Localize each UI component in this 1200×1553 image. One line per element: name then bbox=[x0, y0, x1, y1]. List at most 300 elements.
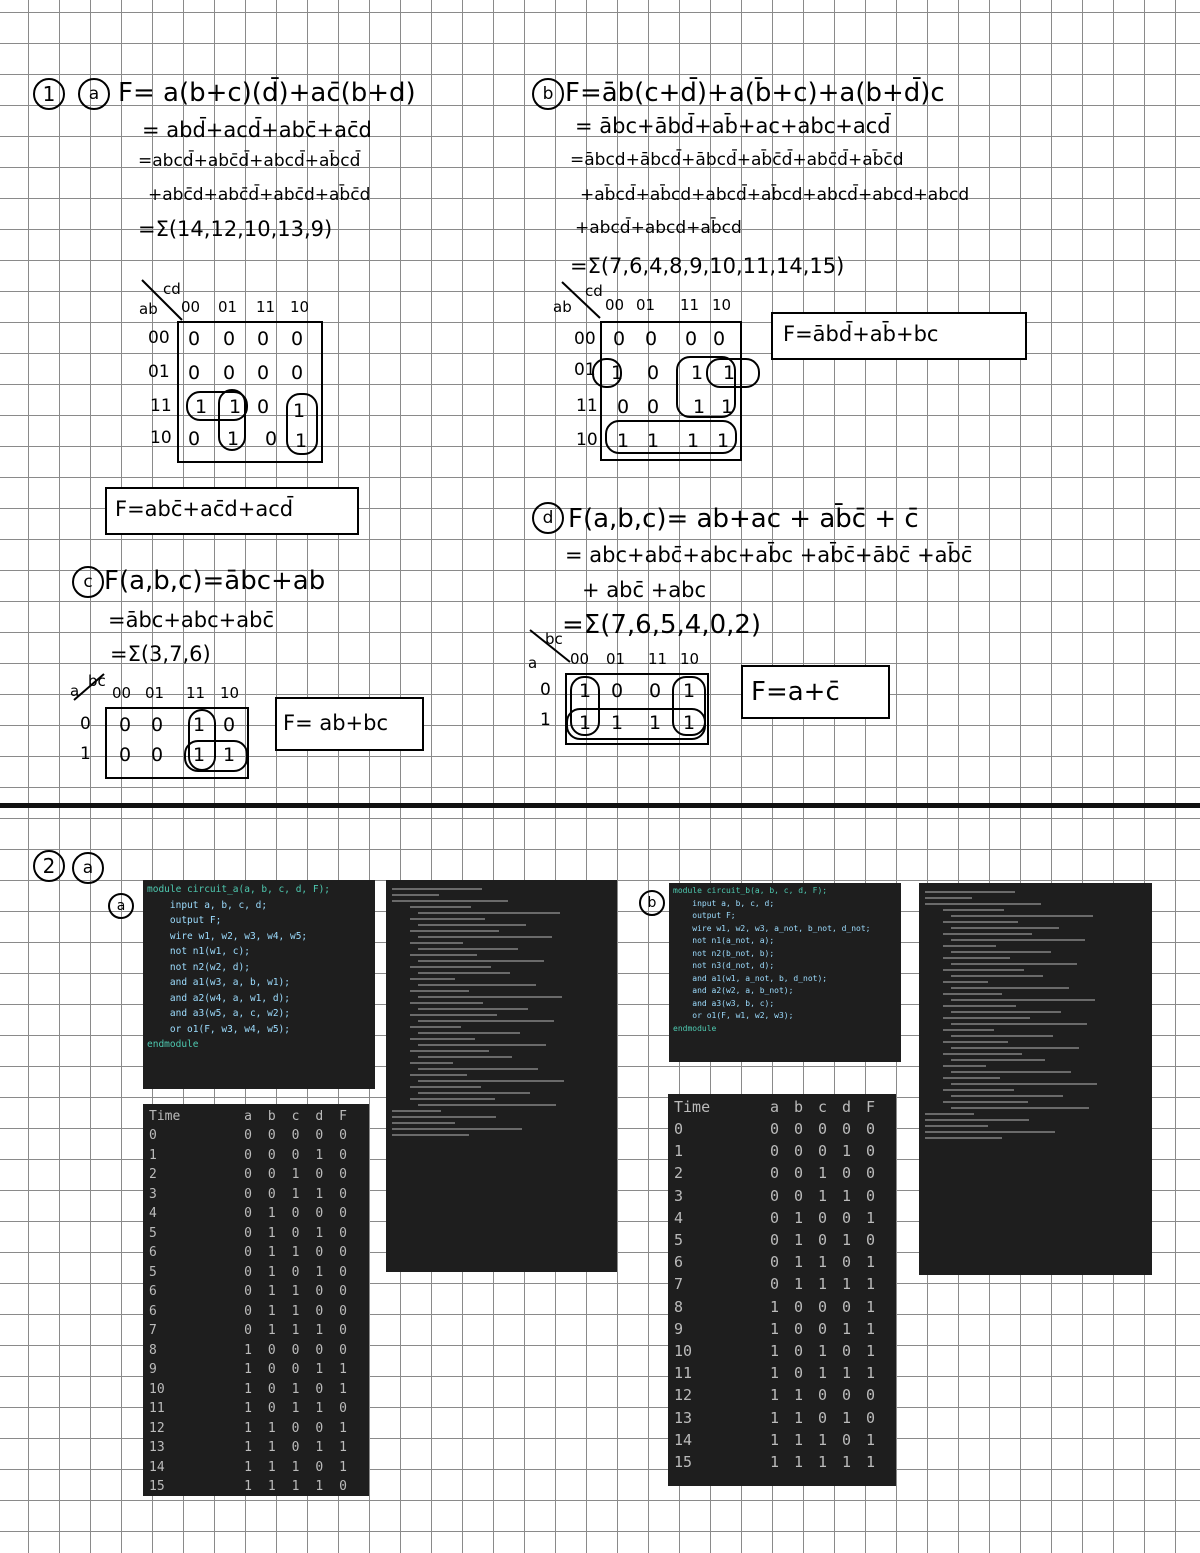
kmap-1a-corner-top: cd bbox=[163, 280, 181, 298]
code-line: module circuit_a(a, b, c, d, F); bbox=[147, 884, 331, 895]
table-cell: 0 bbox=[770, 1231, 780, 1250]
code-line-placeholder bbox=[410, 1038, 475, 1040]
table-cell: 0 bbox=[770, 1164, 780, 1183]
code-line-placeholder bbox=[951, 999, 1095, 1001]
table-cell: 1 bbox=[315, 1401, 324, 1417]
table-cell: 0 bbox=[339, 1303, 347, 1319]
kmap-cell: 1 bbox=[578, 680, 592, 702]
section-divider bbox=[0, 803, 1200, 808]
kmap-1c-col-00: 00 bbox=[112, 684, 132, 702]
code-line-placeholder bbox=[943, 909, 1004, 911]
table-cell: 0 bbox=[818, 1120, 828, 1139]
kmap-cell: 0 bbox=[290, 328, 304, 350]
code-line-placeholder bbox=[410, 1002, 483, 1004]
col-header-b: b bbox=[794, 1098, 804, 1116]
code-line-placeholder bbox=[410, 978, 455, 980]
kmap-1b-corner-left: ab bbox=[553, 298, 572, 316]
kmap-cell: 0 bbox=[712, 328, 726, 350]
kmap-1c-col-01: 01 bbox=[145, 684, 165, 702]
table-cell: 1 bbox=[866, 1364, 876, 1383]
table-cell: 1 bbox=[315, 1264, 324, 1280]
code-line: input a, b, c, d; bbox=[673, 898, 775, 908]
code-line-placeholder bbox=[943, 945, 996, 947]
table-cell: 0 bbox=[244, 1225, 252, 1241]
simulation-output-a bbox=[143, 1104, 369, 1496]
code-line: endmodule bbox=[673, 1023, 717, 1033]
code-line-placeholder bbox=[943, 993, 1002, 995]
table-cell: 0 bbox=[315, 1420, 324, 1436]
code-line-placeholder bbox=[392, 1116, 496, 1118]
table-cell: 10 bbox=[674, 1341, 693, 1360]
table-cell: 1 bbox=[794, 1231, 804, 1250]
code-line-placeholder bbox=[925, 1131, 1055, 1133]
q1a-line-3: =abcd̄+abc̄d̄+abcd̄+ab̄cd̄ bbox=[138, 151, 361, 171]
q1a-line-4: +abc̄d+abc̄d̄+abc̄d+ab̄c̄d bbox=[148, 185, 371, 205]
table-row bbox=[674, 1429, 890, 1451]
table-cell: 1 bbox=[315, 1323, 324, 1339]
table-cell: 0 bbox=[770, 1142, 780, 1161]
q1d-line-4: =Σ(7,6,5,4,0,2) bbox=[562, 610, 762, 640]
table-cell: 0 bbox=[339, 1186, 347, 1202]
table-cell: 1 bbox=[267, 1225, 276, 1241]
kmap-cell: 1 bbox=[716, 430, 730, 452]
table-cell: 1 bbox=[291, 1186, 300, 1202]
code-line: not n1(a_not, a); bbox=[673, 936, 775, 945]
table-cell: 0 bbox=[291, 1342, 300, 1358]
code-line-placeholder bbox=[418, 1104, 556, 1106]
table-cell: 0 bbox=[842, 1208, 852, 1227]
kmap-1d-corner-left: a bbox=[528, 654, 538, 672]
table-cell: 7 bbox=[674, 1275, 684, 1294]
kmap-cell: 1 bbox=[192, 714, 206, 736]
table-cell: 1 bbox=[339, 1420, 347, 1436]
kmap-cell: 1 bbox=[192, 744, 206, 766]
table-cell: 6 bbox=[149, 1284, 157, 1300]
col-header-a: a bbox=[770, 1098, 780, 1116]
code-line-placeholder bbox=[951, 987, 1069, 989]
code-line: input a, b, c, d; bbox=[147, 899, 268, 911]
code-line-placeholder bbox=[951, 1071, 1071, 1073]
table-row bbox=[149, 1438, 363, 1458]
table-cell: 0 bbox=[866, 1120, 876, 1139]
kmap-cell: 1 bbox=[616, 430, 630, 452]
table-cell: 1 bbox=[818, 1341, 828, 1360]
table-cell: 0 bbox=[244, 1323, 252, 1339]
code-line-placeholder bbox=[925, 891, 1015, 893]
table-row bbox=[674, 1296, 890, 1318]
table-cell: 1 bbox=[267, 1264, 276, 1280]
kmap-1b-col-11: 11 bbox=[680, 296, 700, 314]
part-c-label: c bbox=[72, 566, 104, 598]
code-line-placeholder bbox=[418, 1080, 564, 1082]
code-line-placeholder bbox=[943, 1041, 1008, 1043]
table-cell: 1 bbox=[842, 1319, 852, 1338]
table-cell: 5 bbox=[149, 1264, 157, 1280]
code-line-placeholder bbox=[418, 996, 562, 998]
kmap-cell: 1 bbox=[292, 400, 306, 422]
q1c-line-2: =ābc+abc+abc̄ bbox=[108, 608, 275, 632]
code-line-placeholder bbox=[951, 975, 1043, 977]
table-cell: 0 bbox=[244, 1186, 252, 1202]
kmap-1b-row-11: 11 bbox=[576, 396, 598, 416]
table-cell: 1 bbox=[267, 1323, 276, 1339]
code-line-placeholder bbox=[943, 1101, 1028, 1103]
code-line-placeholder bbox=[951, 951, 1051, 953]
table-cell: 0 bbox=[291, 1420, 300, 1436]
table-cell: 1 bbox=[770, 1297, 780, 1316]
table-cell: 0 bbox=[315, 1303, 324, 1319]
q1c-line-3: =Σ(3,7,6) bbox=[110, 642, 211, 666]
code-line: not n3(d_not, d); bbox=[673, 961, 775, 970]
q1c-result-box bbox=[275, 697, 424, 751]
kmap-1d-row-1: 1 bbox=[540, 710, 551, 730]
table-cell: 1 bbox=[339, 1362, 347, 1378]
table-cell: 8 bbox=[674, 1297, 684, 1316]
code-line: wire w1, w2, w3, w4, w5; bbox=[147, 930, 308, 942]
kmap-cell: 0 bbox=[264, 428, 278, 450]
table-cell: 0 bbox=[339, 1323, 347, 1339]
q1a-result-box bbox=[105, 487, 359, 535]
col-header-c: c bbox=[818, 1098, 828, 1116]
code-line-placeholder bbox=[943, 1005, 1016, 1007]
table-cell: 1 bbox=[291, 1323, 300, 1339]
col-header-b: b bbox=[267, 1108, 276, 1124]
kmap-1c-corner-left: a bbox=[70, 682, 80, 700]
table-cell: 0 bbox=[794, 1186, 804, 1205]
code-line-placeholder bbox=[951, 939, 1085, 941]
table-cell: 8 bbox=[149, 1342, 157, 1358]
table-cell: 1 bbox=[818, 1275, 828, 1294]
q2-a-label: a bbox=[108, 893, 134, 919]
code-line-placeholder bbox=[410, 1098, 495, 1100]
kmap-cell: 0 bbox=[646, 362, 660, 384]
code-line-placeholder bbox=[951, 1023, 1087, 1025]
table-cell: 1 bbox=[794, 1253, 804, 1272]
table-cell: 0 bbox=[339, 1147, 347, 1163]
kmap-1b-group-loop bbox=[592, 358, 622, 388]
table-cell: 1 bbox=[842, 1452, 852, 1471]
table-row bbox=[149, 1419, 363, 1439]
col-header-a: a bbox=[244, 1108, 252, 1124]
table-cell: 0 bbox=[339, 1342, 347, 1358]
kmap-cell: 1 bbox=[294, 430, 308, 452]
table-cell: 0 bbox=[794, 1297, 804, 1316]
table-cell: 15 bbox=[149, 1479, 165, 1495]
code-line-placeholder bbox=[392, 1110, 441, 1112]
table-cell: 1 bbox=[866, 1430, 876, 1449]
table-cell: 1 bbox=[842, 1275, 852, 1294]
kmap-1a-col-11: 11 bbox=[256, 298, 276, 316]
table-cell: 0 bbox=[866, 1164, 876, 1183]
code-line-placeholder bbox=[418, 1044, 546, 1046]
table-cell: 0 bbox=[315, 1128, 324, 1144]
kmap-cell: 1 bbox=[690, 362, 704, 384]
table-row bbox=[149, 1341, 363, 1361]
code-line: module circuit_b(a, b, c, d, F); bbox=[673, 886, 828, 895]
kmap-1b-row-00: 00 bbox=[574, 329, 596, 349]
code-line-placeholder bbox=[410, 954, 477, 956]
table-cell: 0 bbox=[339, 1167, 347, 1183]
part-d-label: d bbox=[532, 502, 564, 534]
q2-part-a-header: a bbox=[72, 852, 104, 884]
code-line: output F; bbox=[147, 915, 222, 926]
kmap-1c-col-11: 11 bbox=[186, 684, 206, 702]
q1d-line-2: = abc+abc̄+abc+ab̄c +ab̄c̄+ābc̄ +ab̄c̄ bbox=[565, 543, 973, 567]
table-cell: 0 bbox=[244, 1128, 252, 1144]
table-cell: 0 bbox=[794, 1142, 804, 1161]
table-cell: 0 bbox=[794, 1341, 804, 1360]
table-cell: 9 bbox=[149, 1362, 157, 1378]
kmap-1d-col-11: 11 bbox=[648, 650, 668, 668]
table-row bbox=[149, 1458, 363, 1478]
code-line-placeholder bbox=[418, 1032, 520, 1034]
table-cell: 1 bbox=[315, 1479, 324, 1495]
table-cell: 0 bbox=[818, 1208, 828, 1227]
table-cell: 1 bbox=[267, 1303, 276, 1319]
table-cell: 1 bbox=[866, 1275, 876, 1294]
output-table-b bbox=[674, 1096, 890, 1473]
code-line-placeholder bbox=[943, 933, 1032, 935]
q1b-line-4: +ab̄cd̄+ab̄cd+abcd̄+ab̄cd+abcd̄+abcd+abcd bbox=[580, 185, 970, 205]
table-cell: 1 bbox=[842, 1142, 852, 1161]
kmap-cell: 0 bbox=[256, 362, 270, 384]
table-cell: 2 bbox=[674, 1164, 684, 1183]
table-cell: 5 bbox=[674, 1231, 684, 1250]
kmap-cell: 1 bbox=[722, 362, 736, 384]
table-row bbox=[674, 1140, 890, 1162]
table-row bbox=[149, 1146, 363, 1166]
kmap-1b-group-loop bbox=[706, 358, 760, 388]
table-row bbox=[149, 1477, 363, 1496]
code-line-placeholder bbox=[392, 1128, 522, 1130]
kmap-1a-corner-left: ab bbox=[139, 300, 158, 318]
col-header-f: F bbox=[866, 1098, 876, 1116]
code-line-placeholder bbox=[418, 936, 552, 938]
col-header-d: d bbox=[842, 1098, 852, 1116]
table-row bbox=[674, 1451, 890, 1473]
kmap-1d-row-0: 0 bbox=[540, 680, 551, 700]
code-line-placeholder bbox=[951, 1107, 1089, 1109]
code-line-placeholder bbox=[951, 1011, 1061, 1013]
table-cell: 1 bbox=[244, 1342, 252, 1358]
table-cell: 1 bbox=[267, 1284, 276, 1300]
kmap-cell: 0 bbox=[610, 680, 624, 702]
table-cell: 1 bbox=[770, 1430, 780, 1449]
table-cell: 0 bbox=[339, 1284, 347, 1300]
table-cell: 1 bbox=[770, 1341, 780, 1360]
table-cell: 1 bbox=[818, 1186, 828, 1205]
kmap-cell: 1 bbox=[610, 712, 624, 734]
table-cell: 1 bbox=[291, 1167, 300, 1183]
table-row bbox=[674, 1384, 890, 1406]
table-row bbox=[149, 1282, 363, 1302]
table-cell: 15 bbox=[674, 1452, 693, 1471]
table-cell: 0 bbox=[315, 1459, 324, 1475]
code-line-placeholder bbox=[943, 957, 1010, 959]
code-line-placeholder bbox=[943, 1053, 1022, 1055]
table-cell: 1 bbox=[339, 1440, 347, 1456]
code-line-placeholder bbox=[410, 1062, 453, 1064]
table-cell: 1 bbox=[866, 1319, 876, 1338]
table-cell: 0 bbox=[770, 1208, 780, 1227]
kmap-cell: 0 bbox=[150, 744, 164, 766]
table-cell: 1 bbox=[794, 1408, 804, 1427]
table-cell: 1 bbox=[244, 1440, 252, 1456]
table-cell: 1 bbox=[770, 1364, 780, 1383]
table-cell: 4 bbox=[149, 1206, 157, 1222]
table-cell: 0 bbox=[794, 1120, 804, 1139]
table-cell: 1 bbox=[866, 1297, 876, 1316]
code-line-placeholder bbox=[943, 969, 1024, 971]
table-cell: 0 bbox=[842, 1297, 852, 1316]
table-cell: 1 bbox=[244, 1420, 252, 1436]
kmap-1a-row-11: 11 bbox=[150, 396, 172, 416]
table-cell: 3 bbox=[674, 1186, 684, 1205]
kmap-cell: 0 bbox=[612, 328, 626, 350]
table-cell: 1 bbox=[291, 1284, 300, 1300]
code-line-placeholder bbox=[410, 966, 491, 968]
kmap-cell: 0 bbox=[290, 362, 304, 384]
question-2-number: 2 bbox=[33, 850, 65, 882]
table-cell: 1 bbox=[770, 1386, 780, 1405]
kmap-cell: 1 bbox=[686, 430, 700, 452]
kmap-cell: 1 bbox=[720, 396, 734, 418]
table-row bbox=[674, 1362, 890, 1384]
code-line-placeholder bbox=[943, 1065, 986, 1067]
table-cell: 0 bbox=[842, 1164, 852, 1183]
table-cell: 0 bbox=[794, 1319, 804, 1338]
table-cell: 0 bbox=[315, 1245, 324, 1261]
code-line-placeholder bbox=[418, 912, 560, 914]
kmap-cell: 1 bbox=[692, 396, 706, 418]
q1c-line-1: F(a,b,c)=ābc+ab bbox=[104, 566, 326, 596]
table-row bbox=[149, 1321, 363, 1341]
kmap-cell: 0 bbox=[118, 744, 132, 766]
table-cell: 1 bbox=[291, 1401, 300, 1417]
kmap-1d-group-loop bbox=[570, 676, 600, 736]
code-line-placeholder bbox=[410, 942, 463, 944]
table-cell: 1 bbox=[291, 1245, 300, 1261]
code-editor-a bbox=[143, 880, 375, 1089]
table-cell: 0 bbox=[866, 1186, 876, 1205]
table-cell: 0 bbox=[866, 1142, 876, 1161]
table-cell: 0 bbox=[291, 1264, 300, 1280]
table-cell: 4 bbox=[674, 1208, 684, 1227]
table-cell: 0 bbox=[842, 1253, 852, 1272]
code-line: not n2(w2, d); bbox=[147, 961, 250, 973]
code-line-placeholder bbox=[418, 948, 518, 950]
table-cell: 0 bbox=[244, 1284, 252, 1300]
code-line-placeholder bbox=[925, 1137, 1002, 1139]
testbench-editor-b bbox=[919, 883, 1152, 1275]
table-cell: 0 bbox=[315, 1342, 324, 1358]
code-line-placeholder bbox=[410, 906, 471, 908]
code-line: not n2(b_not, b); bbox=[673, 948, 775, 958]
kmap-1b-row-01: 01 bbox=[574, 360, 596, 380]
table-cell: 1 bbox=[267, 1440, 276, 1456]
code-line-placeholder bbox=[951, 1059, 1045, 1061]
table-cell: 10 bbox=[149, 1381, 165, 1397]
table-row bbox=[149, 1399, 363, 1419]
q1c-result: F= ab+bc bbox=[283, 711, 389, 735]
kmap-cell: 1 bbox=[646, 430, 660, 452]
code-line-placeholder bbox=[943, 921, 1018, 923]
table-cell: 1 bbox=[149, 1147, 157, 1163]
code-line-placeholder bbox=[943, 1017, 1030, 1019]
kmap-1b-col-10: 10 bbox=[712, 296, 732, 314]
code-line-placeholder bbox=[418, 1068, 538, 1070]
table-cell: 1 bbox=[674, 1142, 684, 1161]
table-cell: 0 bbox=[866, 1386, 876, 1405]
table-cell: 1 bbox=[244, 1459, 252, 1475]
table-cell: 6 bbox=[149, 1303, 157, 1319]
table-cell: 12 bbox=[149, 1420, 165, 1436]
q1a-line-2: = abd̄+acd̄+abc̄+ac̄d bbox=[142, 118, 372, 142]
part-b-label: b bbox=[532, 78, 564, 110]
kmap-1a-col-01: 01 bbox=[218, 298, 238, 316]
code-line-placeholder bbox=[418, 1020, 554, 1022]
kmap-cell: 0 bbox=[222, 328, 236, 350]
code-line-placeholder bbox=[410, 930, 499, 932]
code-line-placeholder bbox=[418, 972, 510, 974]
code-line-placeholder bbox=[951, 963, 1077, 965]
table-cell: 0 bbox=[794, 1164, 804, 1183]
table-cell: 0 bbox=[339, 1225, 347, 1241]
code-line-placeholder bbox=[392, 1122, 455, 1124]
table-row bbox=[674, 1318, 890, 1340]
table-cell: 0 bbox=[339, 1245, 347, 1261]
code-line-placeholder bbox=[943, 981, 988, 983]
table-cell: 1 bbox=[291, 1303, 300, 1319]
table-cell: 0 bbox=[794, 1364, 804, 1383]
table-cell: 0 bbox=[315, 1284, 324, 1300]
code-line-placeholder bbox=[925, 1113, 974, 1115]
table-cell: 1 bbox=[770, 1452, 780, 1471]
kmap-1d-corner-top: bc bbox=[545, 630, 563, 648]
code-line-placeholder bbox=[951, 1035, 1053, 1037]
table-cell: 0 bbox=[770, 1186, 780, 1205]
q1d-result: F=a+c̄ bbox=[751, 677, 840, 707]
table-cell: 0 bbox=[770, 1253, 780, 1272]
table-cell: 0 bbox=[818, 1408, 828, 1427]
table-cell: 0 bbox=[770, 1275, 780, 1294]
table-cell: 1 bbox=[291, 1381, 300, 1397]
q1d-line-3: + abc̄ +abc bbox=[582, 578, 707, 602]
table-cell: 1 bbox=[794, 1430, 804, 1449]
kmap-1d-col-00: 00 bbox=[570, 650, 590, 668]
table-cell: 9 bbox=[674, 1319, 684, 1338]
code-line-placeholder bbox=[943, 1089, 1014, 1091]
testbench-editor-a bbox=[386, 880, 617, 1272]
table-cell: 1 bbox=[794, 1386, 804, 1405]
table-row bbox=[674, 1251, 890, 1273]
table-cell: 0 bbox=[315, 1206, 324, 1222]
kmap-1a-group-loop bbox=[286, 393, 318, 455]
code-line: and a1(w3, a, b, w1); bbox=[147, 977, 290, 988]
kmap-cell: 0 bbox=[256, 328, 270, 350]
code-line: or o1(F, w3, w4, w5); bbox=[147, 1023, 290, 1035]
kmap-1d-group-loop bbox=[672, 676, 706, 736]
table-cell: 1 bbox=[794, 1275, 804, 1294]
table-cell: 1 bbox=[818, 1364, 828, 1383]
col-header-time: Time bbox=[674, 1098, 711, 1116]
table-cell: 0 bbox=[866, 1408, 876, 1427]
kmap-1c-corner-top: bc bbox=[88, 672, 106, 690]
table-cell: 0 bbox=[291, 1206, 300, 1222]
code-line-placeholder bbox=[418, 1056, 512, 1058]
kmap-1a-col-00: 00 bbox=[181, 298, 201, 316]
kmap-cell: 0 bbox=[150, 714, 164, 736]
